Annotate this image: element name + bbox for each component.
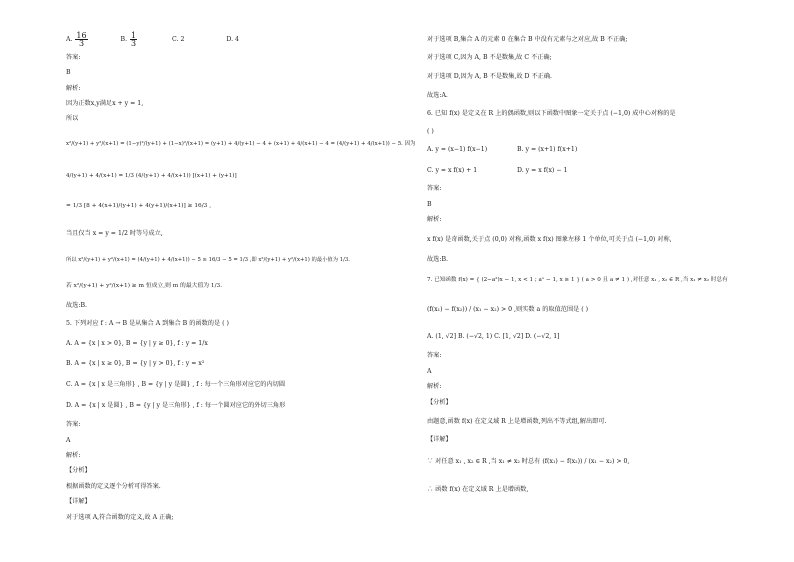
answer-value: A xyxy=(66,437,71,444)
text-line: 所以 xyxy=(66,115,79,122)
q5-option-d: D. A = {x | x 是圆} , B = {y | y 是三角形} , f : 每一个圆对应它的外切三角形 xyxy=(66,402,286,409)
question-6: 6. 已知 f(x) 是定义在 R 上的偶函数,则以下函数中图象一定关于点 (−1,0) 成中心对称的是 xyxy=(427,110,676,117)
section-heading: 【分析】 xyxy=(66,467,91,474)
formula-line: 所以 x²/(y+1) + y²/(x+1) = (4/(y+1) + 4/(x+1)) − 5 ≥ 16/3 − 5 = 1/3 ,即 x²/(y+1) + y²/(x+1) 的最小值为 1/3. xyxy=(66,257,350,263)
answer-label: 答案: xyxy=(66,421,81,428)
text-line: 故选:B. xyxy=(427,256,448,263)
text-line: 根据函数的定义逐个分析可得答案. xyxy=(66,483,161,490)
option-c: C. 2 xyxy=(172,36,185,43)
q6-option-d: D. y = x f(x) − 1 xyxy=(517,167,568,174)
section-heading: 【详解】 xyxy=(427,436,452,443)
text-line: ∴ 函数 f(x) 在定义域 R 上是增函数, xyxy=(427,486,529,493)
answer-label: 答案: xyxy=(427,352,442,359)
formula-line: 4/(y+1) + 4/(x+1) = 1/3 (4/(y+1) + 4/(x+1)) [(x+1) + (y+1)] xyxy=(66,173,237,179)
text-line: x f(x) 是奇函数,关于点 (0,0) 对称,函数 x f(x) 图象左移 1 个单位,可关于点 (−1,0) 对称, xyxy=(427,236,672,243)
text-line: 对于选项 D,因为 A, B 不是数集,故 D 不正确. xyxy=(427,73,553,80)
text-line: 故选:B. xyxy=(66,302,87,309)
answer-label: 答案: xyxy=(66,54,81,61)
text-line: 故选:A. xyxy=(427,92,448,99)
analysis-label: 解析: xyxy=(66,85,81,92)
answer-value: B xyxy=(427,201,432,208)
formula-line: = 1/3 [8 + 4(x+1)/(y+1) + 4(y+1)/(x+1)] ≥ 16/3 , xyxy=(66,203,212,209)
option-b: B. $\frac{1}{3}$ xyxy=(120,31,137,48)
question-6-paren: ( ) xyxy=(427,128,434,135)
text-line: 对于选项 A,符合函数的定义,故 A 正确; xyxy=(66,514,174,521)
question-7-cont: (f(x₁) − f(x₂)) / (x₁ − x₂) > 0 ,则实数 a 的取值范围是 ( ) xyxy=(427,306,589,313)
q7-options: A. (1, √2] B. (−√2, 1) C. [1, √2] D. (−√2, 1] xyxy=(427,333,560,340)
answer-value: B xyxy=(66,69,71,76)
analysis-label: 解析: xyxy=(427,216,442,223)
formula-line: 若 x²/(y+1) + y²/(x+1) ≥ m 恒成立,则 m 的最大值为 1/3. xyxy=(66,283,223,289)
q6-option-c: C. y = x f(x) + 1 xyxy=(427,167,478,174)
q5-option-c: C. A = {x | x 是三角形} , B = {y | y 是圆} , f : 每一个三角形对应它的内切圆 xyxy=(66,381,286,388)
q5-option-b: B. A = {x | x ≥ 0}, B = {y | y > 0}, f : y = x² xyxy=(66,360,205,367)
q6-option-b: B. y = (x+1) f(x+1) xyxy=(517,146,578,153)
text-line: 对于选项 C,因为 A, B 不是数集,故 C 不正确; xyxy=(427,54,552,61)
q4-options xyxy=(66,32,239,47)
analysis-label: 解析: xyxy=(66,452,81,459)
option-a: A. $\frac{16}{3}$ xyxy=(66,31,87,48)
text-line: 当且仅当 x = y = 1/2 时等号成立, xyxy=(66,230,163,237)
text-line: 对于选项 B,集合 A 的元素 0 在集合 B 中没有元素与之对应,故 B 不正确; xyxy=(427,36,628,43)
formula-line: x²/(y+1) + y²/(x+1) = (1−y)²/(y+1) + (1−x)²/(x+1) = (y+1) + 4/(y+1) − 4 + (x+1) + 4/(x+1) − 4 = (4/(y+1) + 4/(x+1)) − 5. 因为 xyxy=(66,141,416,147)
q6-option-a: A. y = (x−1) f(x−1) xyxy=(427,146,488,153)
q5-option-a: A. A = {x | x > 0}, B = {y | y ≥ 0}, f : y = 1/x xyxy=(66,340,208,347)
question-5: 5. 下列对应 f : A → B 是从集合 A 到集合 B 的函数的是 ( ) xyxy=(66,320,229,327)
text-line: 由题意,函数 f(x) 在定义域 R 上是增函数,列出不等式组,解出即可. xyxy=(427,418,607,425)
answer-label: 答案: xyxy=(427,185,442,192)
text-line: ∵ 对任意 x₁ , x₂ ∈ R ,当 x₁ ≠ x₂ 时总有 (f(x₁) − f(x₂)) / (x₁ − x₂) > 0, xyxy=(427,458,630,465)
option-d: D. 4 xyxy=(226,36,239,43)
question-7: 7. 已知函数 f(x) = { (2−a²)x − 1, x < 1 ; aˣ − 1, x ≥ 1 } ( a > 0 且 a ≠ 1 ) ,对任意 x₁ , x₂ ∈ R ,当 x₁ ≠ x₂ 时总有 xyxy=(427,277,728,283)
section-heading: 【分析】 xyxy=(427,399,452,406)
answer-value: A xyxy=(427,368,432,375)
analysis-label: 解析: xyxy=(427,383,442,390)
section-heading: 【详解】 xyxy=(66,498,91,505)
text-line: 因为正数x,y满足x + y = 1, xyxy=(66,100,144,107)
